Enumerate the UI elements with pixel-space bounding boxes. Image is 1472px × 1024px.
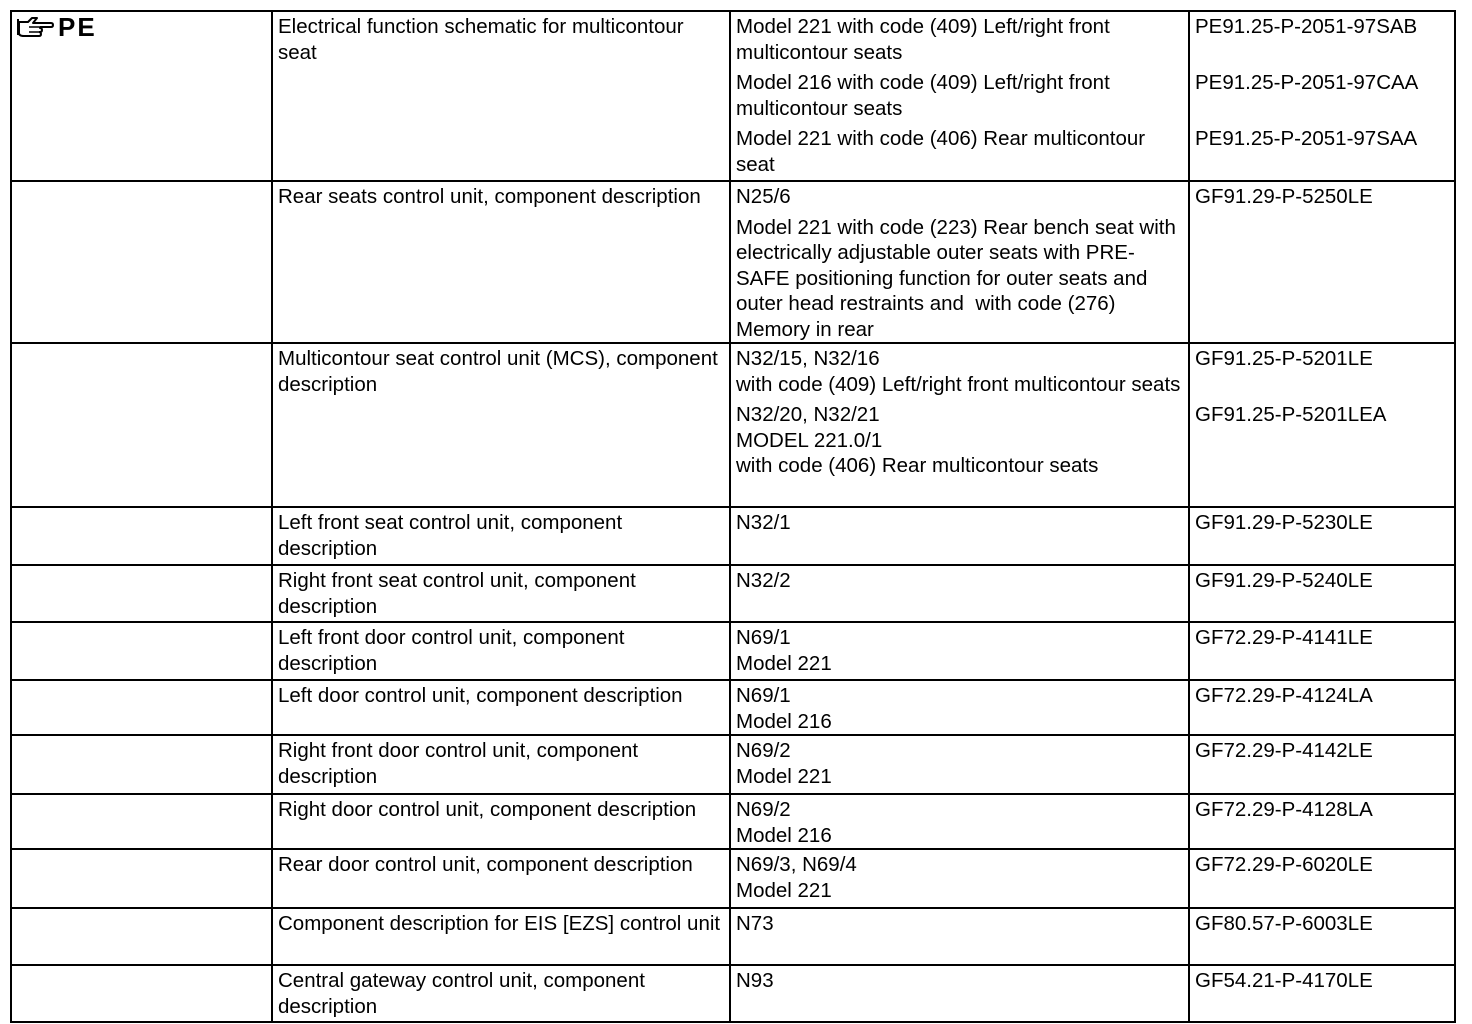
document-title: Right front seat control unit, component description — [278, 569, 636, 618]
document-reference — [1195, 215, 1449, 343]
description-cell — [730, 622, 1189, 680]
document-title-cell — [272, 908, 730, 965]
entry-description: N93 — [736, 969, 774, 992]
reference-cell — [1189, 965, 1455, 1022]
document-title-cell — [272, 680, 730, 735]
reference-table-body — [11, 11, 1455, 1022]
document-title-cell — [272, 507, 730, 565]
description-cell — [730, 680, 1189, 735]
document-reference: GF91.29-P-5250LE — [1195, 185, 1373, 208]
document-reference: GF91.29-P-5230LE — [1195, 511, 1373, 534]
entry-description: Model 221 with code (223) Rear bench seat with electrically adjustable outer seats with PRE-SAFE positioning function for outer seats and outer head restraints and with code (276) Memory in rear — [736, 215, 1182, 341]
document-title-cell — [272, 181, 730, 343]
marker-cell — [11, 794, 272, 849]
entry-description: N32/20, N32/21 MODEL 221.0/1 with code (406) Rear multicontour seats — [736, 403, 1099, 477]
table-row — [11, 343, 1455, 507]
table-row — [11, 181, 1455, 343]
document-title: Left front seat control unit, component description — [278, 511, 623, 560]
table-row — [11, 507, 1455, 565]
description-cell — [730, 735, 1189, 794]
document-reference: GF72.29-P-4124LA — [1195, 684, 1373, 707]
document-reference: PE91.25-P-2051-97SAB — [1195, 15, 1418, 38]
document-reference: GF72.29-P-4128LA — [1195, 798, 1373, 821]
table-row — [11, 849, 1455, 908]
table-row — [11, 622, 1455, 680]
reference-cell — [1189, 680, 1455, 735]
document-title-cell — [272, 11, 730, 181]
entry-description: N69/1 Model 221 — [736, 626, 832, 675]
description-cell — [730, 11, 1189, 181]
document-title: Multicontour seat control unit (MCS), component description — [278, 347, 718, 396]
document-title-cell — [272, 794, 730, 849]
marker-cell — [11, 735, 272, 794]
marker-cell — [11, 622, 272, 680]
marker-cell — [11, 565, 272, 622]
document-reference: GF72.29-P-4142LE — [1195, 739, 1373, 762]
entry-description: Model 221 with code (409) Left/right front multicontour seats — [736, 15, 1116, 64]
document-title-cell — [272, 343, 730, 507]
reference-cell — [1189, 565, 1455, 622]
document-reference: PE91.25-P-2051-97SAA — [1195, 127, 1418, 150]
table-row — [11, 680, 1455, 735]
reference-table — [10, 10, 1456, 1023]
document-reference: GF91.25-P-5201LEA — [1195, 403, 1387, 426]
entry-description: N32/15, N32/16 with code (409) Left/right front multicontour seats — [736, 347, 1181, 396]
entry-description: Model 221 with code (406) Rear multicontour seat — [736, 127, 1151, 176]
document-title: Rear seats control unit, component description — [278, 185, 701, 208]
table-row — [11, 11, 1455, 181]
reference-cell — [1189, 849, 1455, 908]
description-cell — [730, 908, 1189, 965]
reference-cell — [1189, 507, 1455, 565]
marker-cell — [11, 181, 272, 343]
marker-cell — [11, 507, 272, 565]
entry-description: N69/1 Model 216 — [736, 684, 832, 733]
document-title: Left front door control unit, component description — [278, 626, 625, 675]
marker-cell — [11, 680, 272, 735]
reference-cell — [1189, 794, 1455, 849]
marker-cell — [11, 908, 272, 965]
document-reference: GF72.29-P-4141LE — [1195, 626, 1373, 649]
entry-description: N73 — [736, 912, 774, 935]
pe-label: PE — [58, 12, 97, 42]
document-title: Central gateway control unit, component description — [278, 969, 645, 1018]
entry-description: Model 216 with code (409) Left/right front multicontour seats — [736, 71, 1116, 120]
description-cell — [730, 965, 1189, 1022]
description-cell — [730, 794, 1189, 849]
document-title-cell — [272, 565, 730, 622]
document-reference: GF80.57-P-6003LE — [1195, 912, 1373, 935]
document-title-cell — [272, 735, 730, 794]
marker-cell — [11, 965, 272, 1022]
pointing-hand-icon — [16, 16, 54, 38]
marker-cell — [11, 11, 272, 181]
table-row — [11, 565, 1455, 622]
marker-cell — [11, 343, 272, 507]
document-reference: GF91.25-P-5201LE — [1195, 347, 1373, 370]
reference-cell — [1189, 908, 1455, 965]
entry-description: N69/3, N69/4 Model 221 — [736, 853, 857, 902]
description-cell — [730, 565, 1189, 622]
document-reference: GF72.29-P-6020LE — [1195, 853, 1373, 876]
reference-cell — [1189, 343, 1455, 507]
description-cell — [730, 849, 1189, 908]
entry-description: N32/1 — [736, 511, 791, 534]
table-row — [11, 794, 1455, 849]
entry-description: N32/2 — [736, 569, 791, 592]
document-reference: GF54.21-P-4170LE — [1195, 969, 1373, 992]
table-row — [11, 908, 1455, 965]
description-cell — [730, 181, 1189, 343]
document-title: Right front door control unit, component description — [278, 739, 639, 788]
document-title-cell — [272, 849, 730, 908]
reference-cell — [1189, 11, 1455, 181]
document-title-cell — [272, 622, 730, 680]
document-title-cell — [272, 965, 730, 1022]
document-reference: PE91.25-P-2051-97CAA — [1195, 71, 1419, 94]
table-row — [11, 735, 1455, 794]
entry-description: N25/6 — [736, 185, 791, 208]
entry-description: N69/2 Model 216 — [736, 798, 832, 847]
reference-cell — [1189, 181, 1455, 343]
description-cell — [730, 343, 1189, 507]
reference-cell — [1189, 622, 1455, 680]
document-reference: GF91.29-P-5240LE — [1195, 569, 1373, 592]
document-title: Left door control unit, component description — [278, 684, 683, 707]
pe-marker — [16, 13, 268, 41]
table-row — [11, 965, 1455, 1022]
document-title: Component description for EIS [EZS] control unit — [278, 912, 721, 935]
document-title: Right door control unit, component description — [278, 798, 697, 821]
description-cell — [730, 507, 1189, 565]
entry-description: N69/2 Model 221 — [736, 739, 832, 788]
reference-cell — [1189, 735, 1455, 794]
document-title: Rear door control unit, component description — [278, 853, 693, 876]
marker-cell — [11, 849, 272, 908]
document-title: Electrical function schematic for multicontour seat — [278, 15, 684, 64]
